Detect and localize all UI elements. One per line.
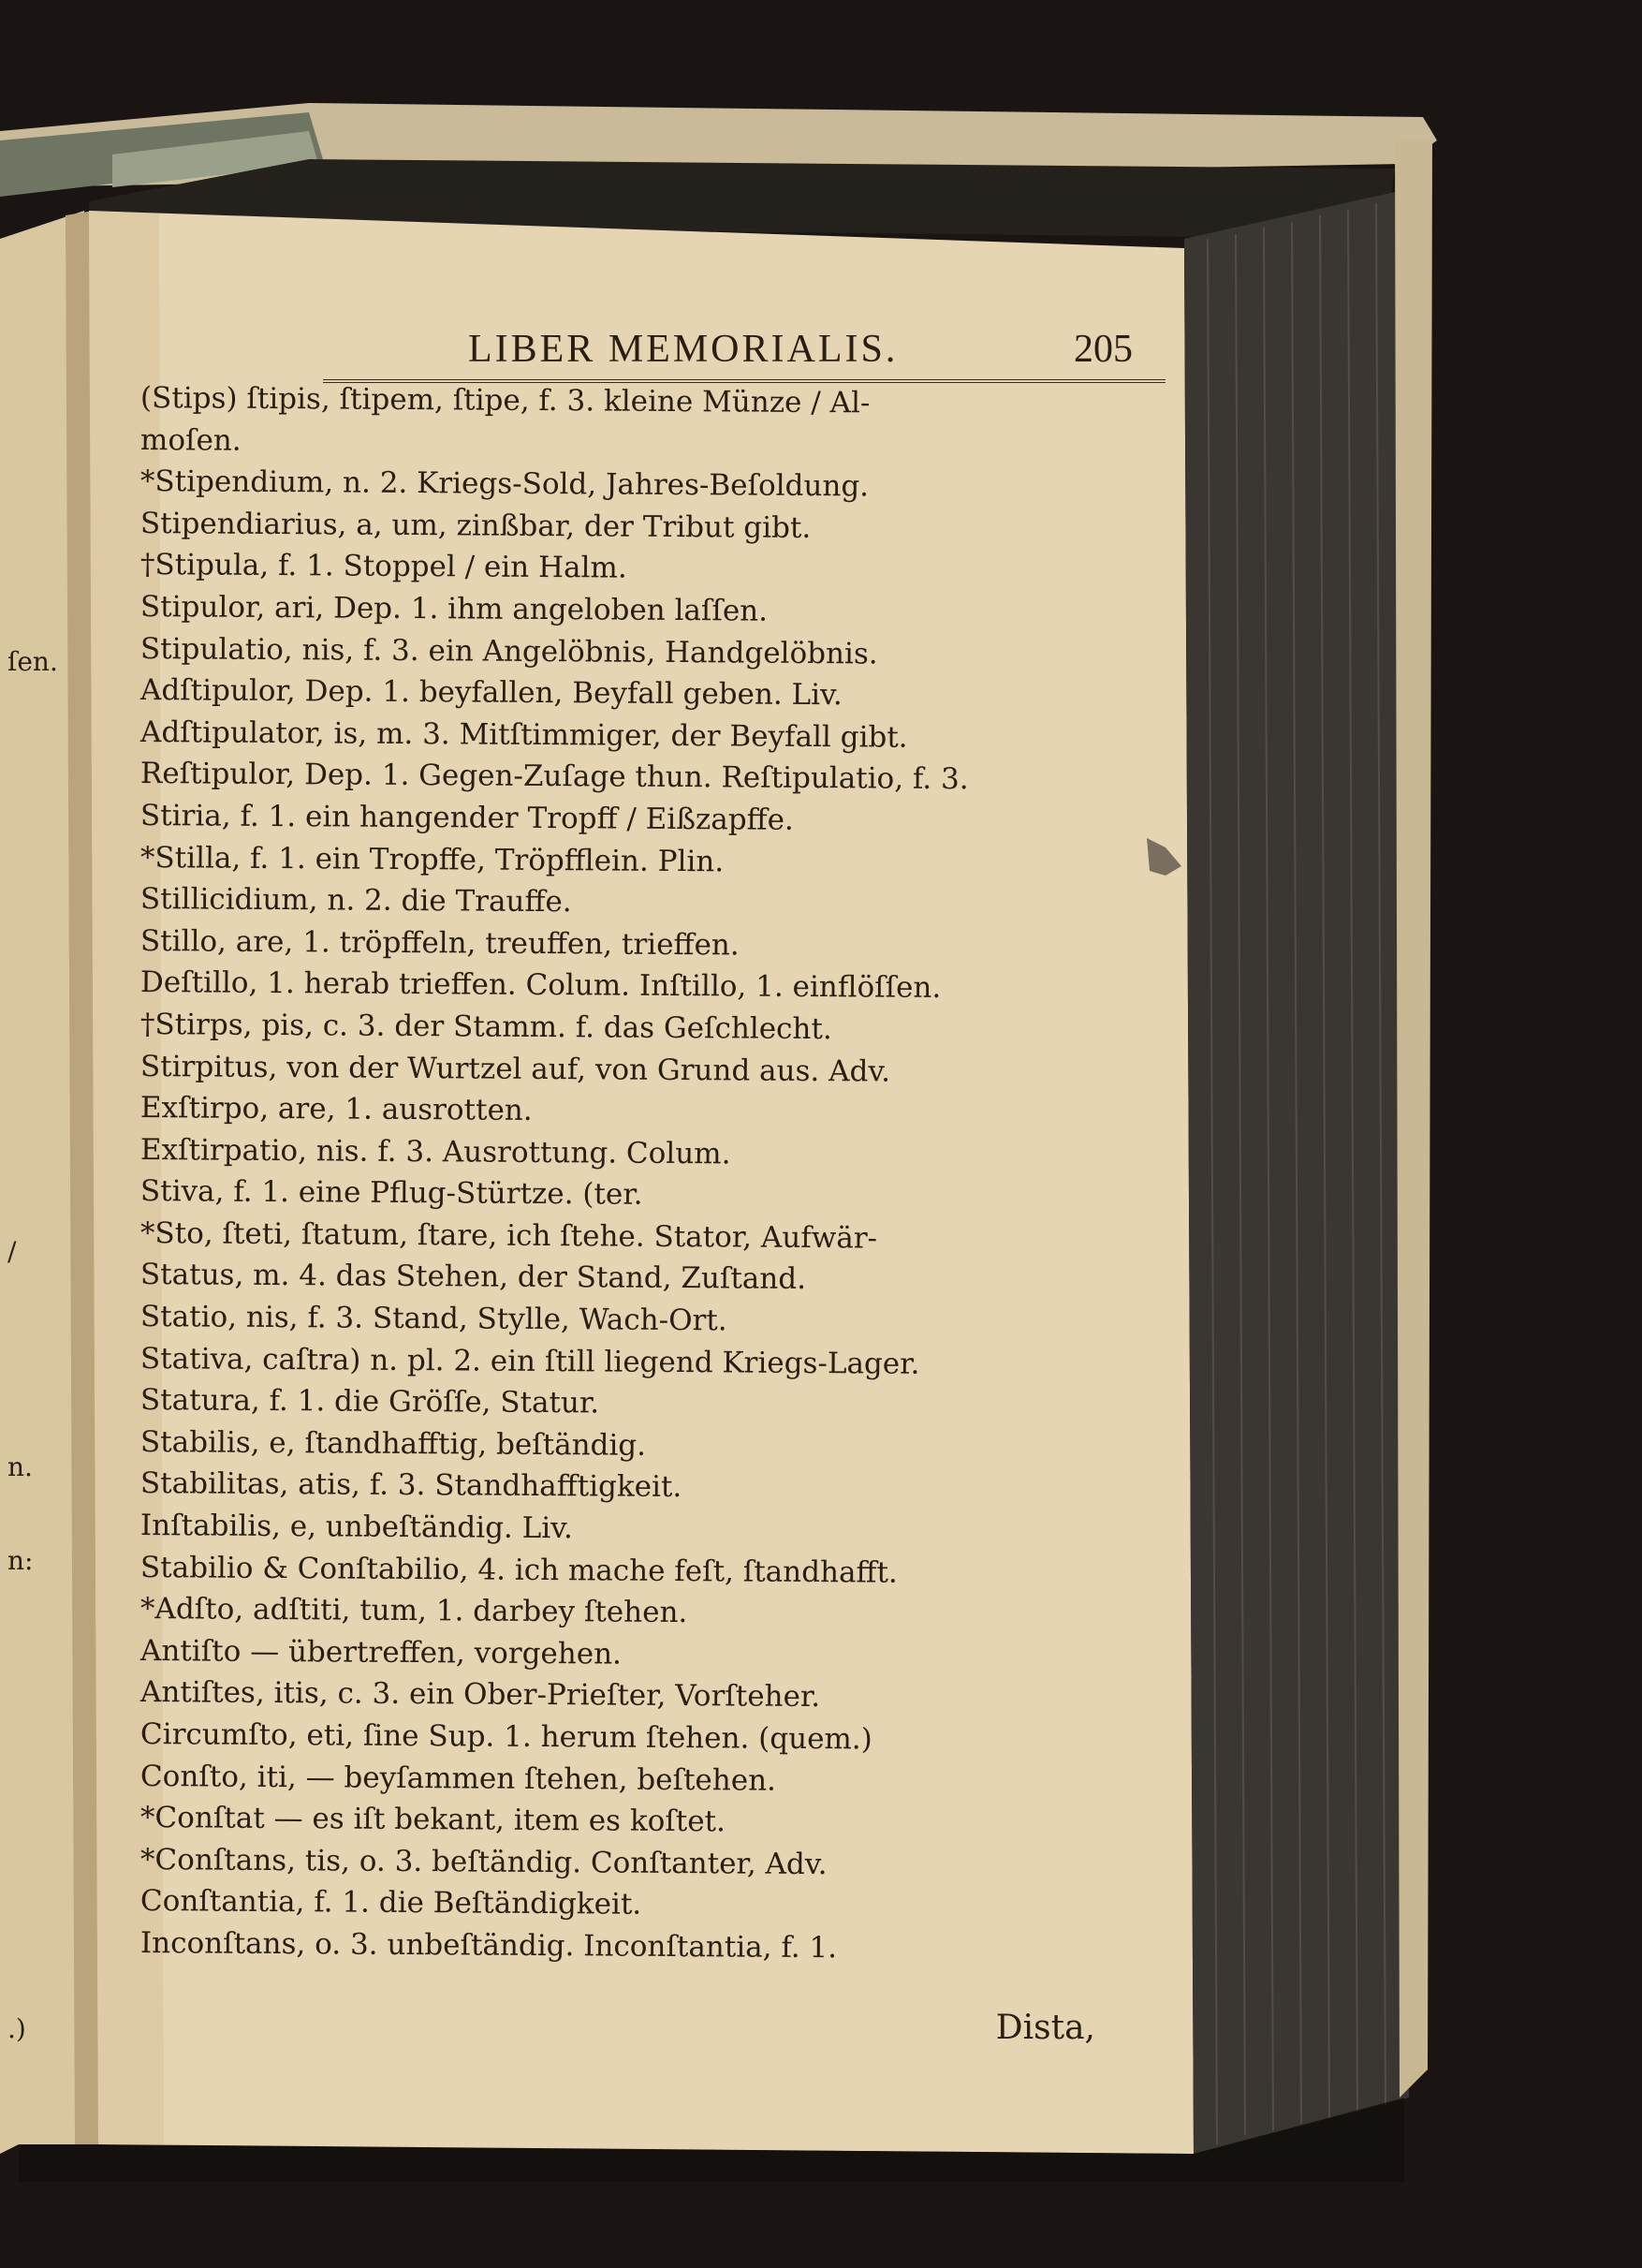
dictionary-entry-line: Reſtipulor, Dep. 1. Gegen-Zuſage thun. Reſtipulatio, f. 3. [139, 757, 969, 797]
dictionary-entry-line: Stillicidium, n. 2. die Trauffe. [139, 882, 572, 920]
left-fragment: .) [7, 2013, 26, 2044]
dictionary-entry-line: Status, m. 4. das Stehen, der Stand, Zuſtand. [139, 1258, 807, 1297]
dictionary-entry-line: Stabilis, e, ſtandhafftig, beſtändig. [139, 1424, 647, 1463]
dictionary-entry-line: Stipendiarius, a, um, zinßbar, der Tribut gibt. [139, 506, 812, 545]
dictionary-entry-line: Deſtillo, 1. herab trieffen. Colum. Inſtillo, 1. einflöſſen. [139, 965, 942, 1006]
page-number: 205 [1074, 328, 1133, 371]
dictionary-entry-line: †Stirps, pis, c. 3. der Stamm. f. das Geſchlecht. [139, 1007, 832, 1047]
running-title: LIBER MEMORIALIS. [468, 328, 899, 371]
dictionary-entry-line: (Stips) ſtipis, ſtipem, ſtipe, f. 3. kleine Münze / Al- [139, 381, 871, 420]
dictionary-entry-line: Circumſto, eti, ſine Sup. 1. herum ſtehen. (quem.) [139, 1717, 872, 1757]
dictionary-entry-line: Stillo, are, 1. tröpffeln, treuffen, trieffen. [139, 923, 740, 963]
dictionary-entry-line: Stiria, f. 1. ein hangender Tropff / Eißzapffe. [139, 798, 794, 837]
left-fragment: n. [7, 1451, 33, 1482]
dictionary-entry-line: Stipulatio, nis, f. 3. ein Angelöbnis, Handgelöbnis. [139, 631, 878, 671]
dictionary-entry-line: Antiſto — übertreffen, vorgehen. [139, 1633, 623, 1672]
dictionary-entry-line: Adſtipulator, is, m. 3. Mitſtimmiger, der Beyfall gibt. [139, 714, 908, 755]
catchword: Dista, [995, 2009, 1095, 2047]
left-fragment: n: [7, 1545, 34, 1576]
left-fragment: ſen. [7, 646, 58, 677]
dictionary-entry-line: *Conſtat — es iſt bekant, item es koſtet. [139, 1801, 726, 1839]
dictionary-entry-line: Statura, f. 1. die Gröſſe, Statur. [139, 1383, 600, 1421]
dictionary-entry-line: *Sto, ſteti, ſtatum, ſtare, ich ſtehe. Stator, Aufwär- [139, 1215, 878, 1256]
dictionary-entry-line: *Adſto, adſtiti, tum, 1. darbey ſtehen. [139, 1592, 688, 1630]
cover-edge [1395, 140, 1432, 2098]
dictionary-entry-line: moſen. [139, 422, 242, 458]
dictionary-entry-line: Stirpitus, von der Wurtzel auf, von Grund aus. Adv. [139, 1049, 891, 1089]
dictionary-entry-line: Conſtantia, f. 1. die Beſtändigkeit. [139, 1884, 642, 1922]
dictionary-entry-line: *Stipendium, n. 2. Kriegs-Sold, Jahres-Beſoldung. [139, 464, 870, 504]
dictionary-entry-line: Stabilio & Conſtabilio, 4. ich mache feſt, ſtandhafft. [139, 1550, 898, 1590]
dictionary-entry-line: Stipulor, ari, Dep. 1. ihm angeloben laſſen. [139, 589, 769, 628]
dictionary-entry-line: Statio, nis, f. 3. Stand, Stylle, Wach-Ort. [139, 1300, 727, 1338]
dictionary-entry-line: Exſtirpo, are, 1. ausrotten. [139, 1091, 533, 1128]
dictionary-entry-line: †Stipula, f. 1. Stoppel / ein Halm. [139, 548, 627, 586]
dictionary-entry-line: Inconſtans, o. 3. unbeſtändig. Inconſtantia, f. 1. [139, 1925, 838, 1966]
dictionary-entry-line: *Stilla, f. 1. ein Tropffe, Tröpfflein. Plin. [139, 840, 725, 878]
dictionary-entry-line: Inſtabilis, e, unbeſtändig. Liv. [139, 1509, 574, 1546]
dictionary-entry-line: Stiva, f. 1. eine Pflug-Stürtze. (ter. [139, 1174, 643, 1213]
dictionary-entry-line: Stativa, caſtra) n. pl. 2. ein ſtill liegend Kriegs-Lager. [139, 1341, 920, 1381]
dictionary-entry-line: Stabilitas, atis, f. 3. Standhafftigkeit. [139, 1466, 682, 1505]
page-text-area [139, 304, 1133, 2084]
dictionary-entry-line: Antiſtes, itis, c. 3. ein Ober-Prieſter, Vorſteher. [139, 1675, 821, 1715]
dictionary-entry-line: *Conſtans, tis, o. 3. beſtändig. Conſtanter, Adv. [139, 1842, 828, 1881]
dictionary-entry-line: Exſtirpatio, nis. f. 3. Ausrottung. Colum. [139, 1132, 731, 1171]
dictionary-entries [140, 377, 1077, 1965]
left-fragment: / [7, 1236, 17, 1267]
dictionary-entry-line: Adſtipulor, Dep. 1. beyfallen, Beyfall geben. Liv. [139, 673, 843, 713]
dictionary-entry-line: Conſto, iti, — beyſammen ſtehen, beſtehen. [139, 1759, 777, 1798]
